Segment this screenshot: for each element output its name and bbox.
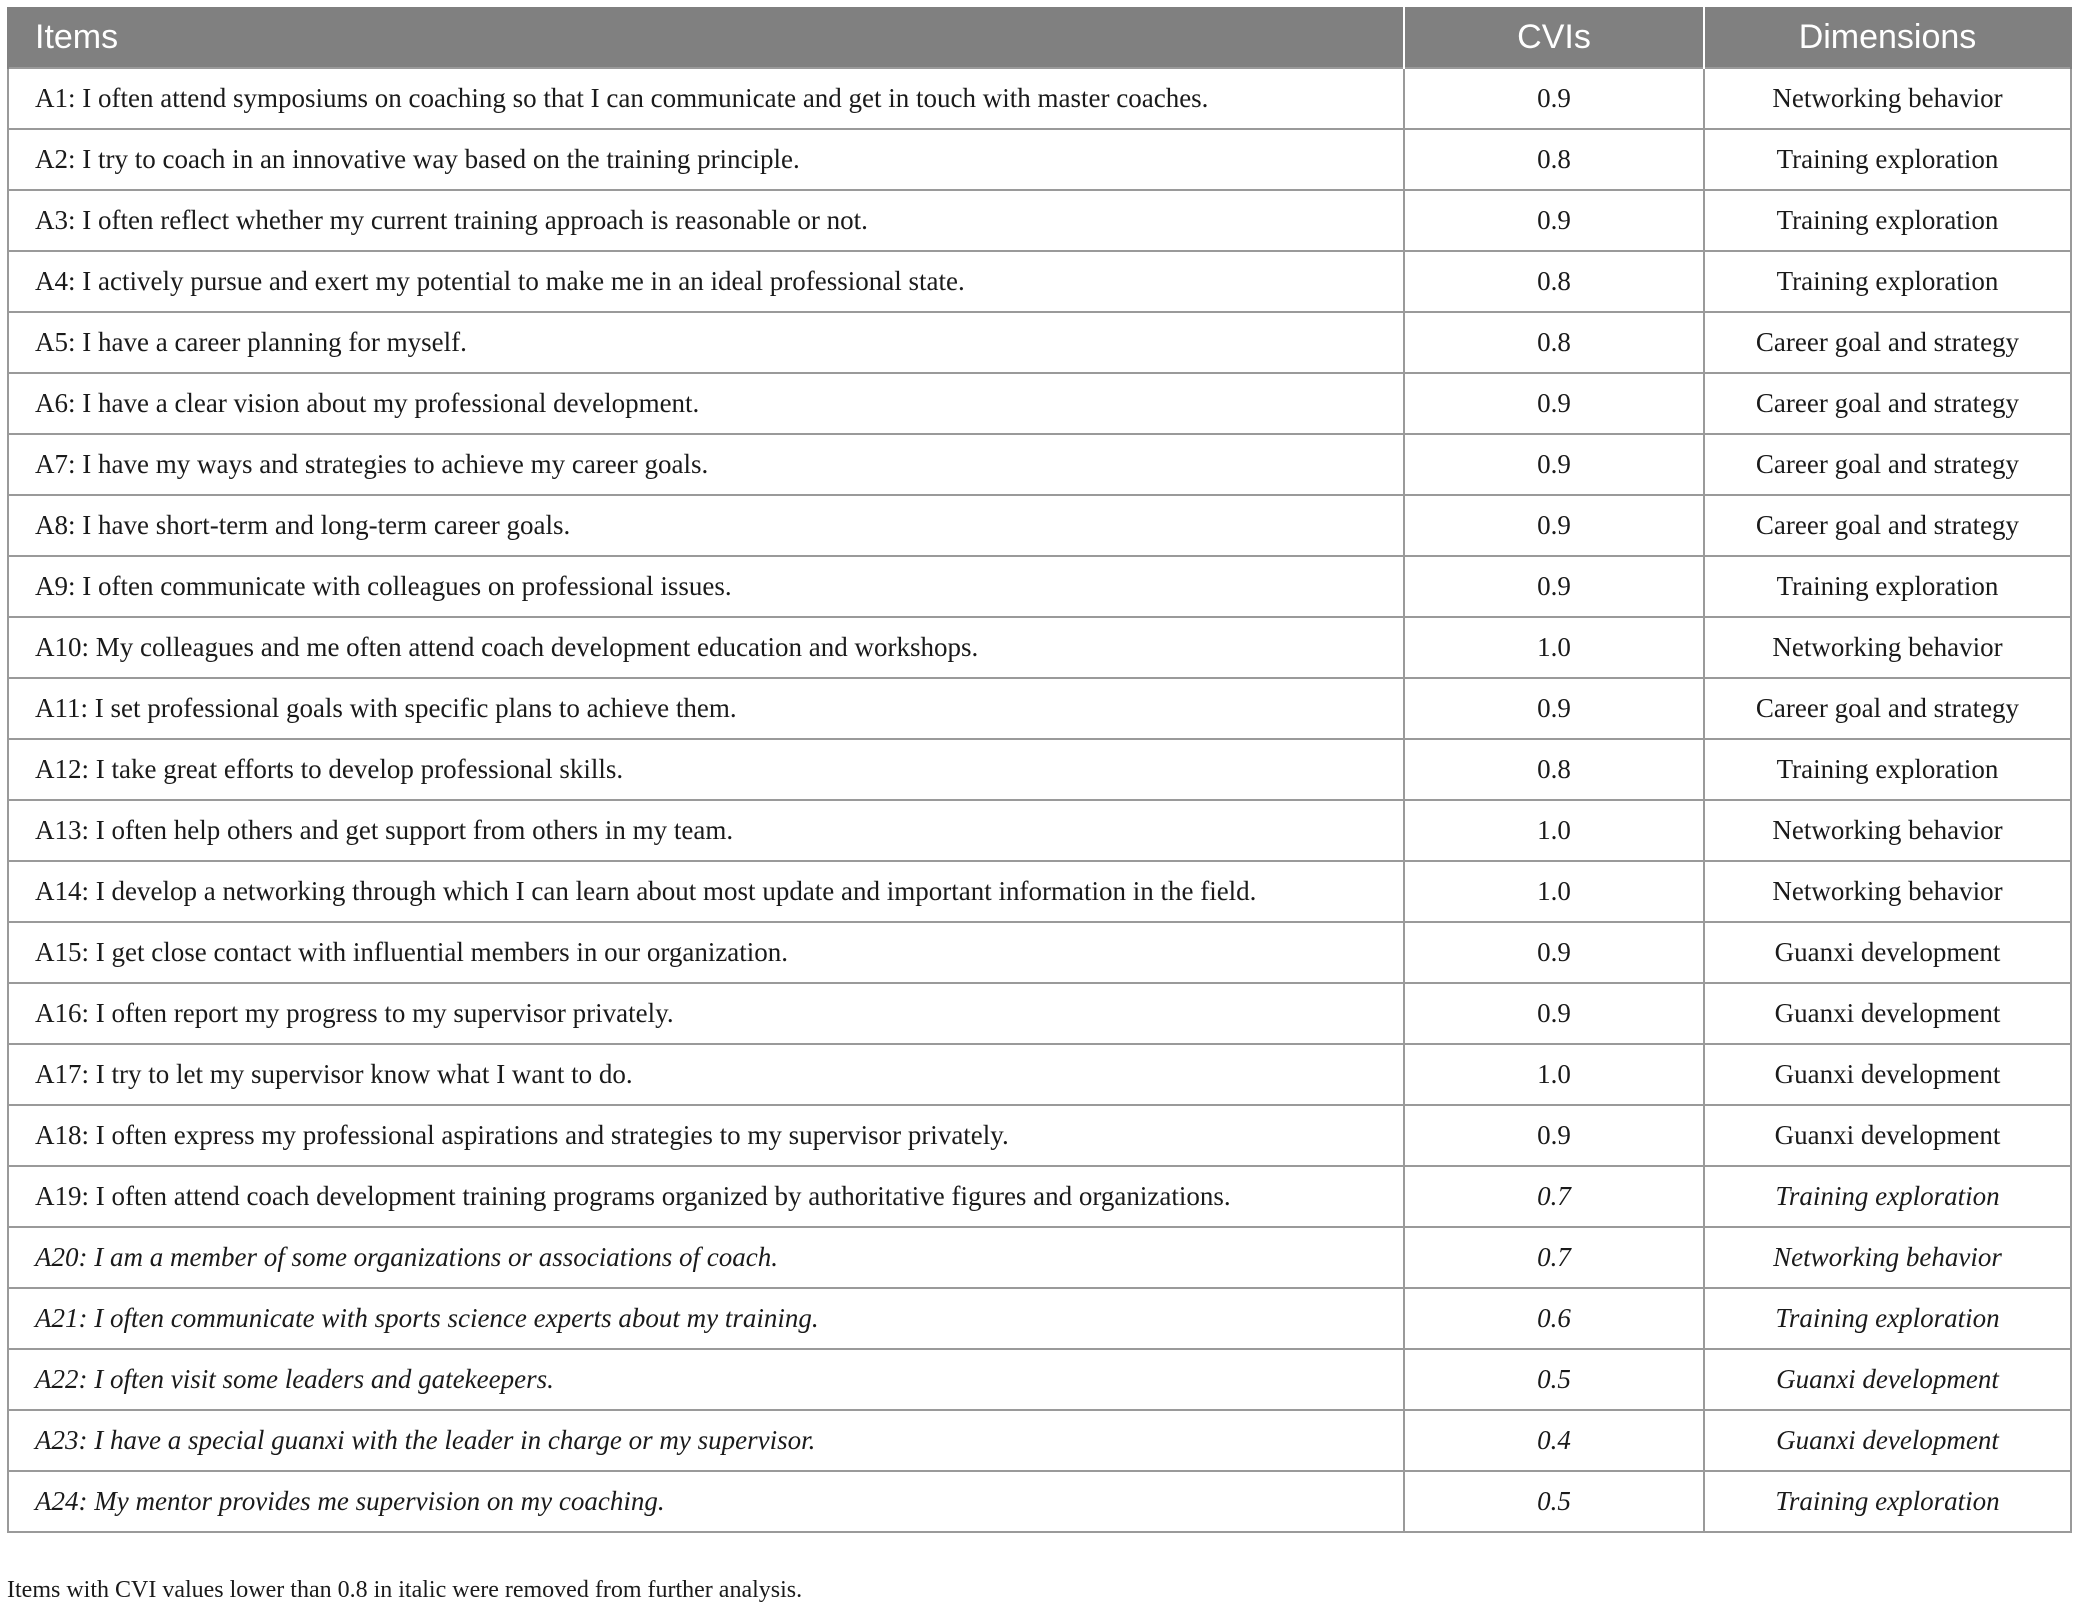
dimension-cell: Guanxi development	[1704, 1044, 2071, 1105]
dimension-cell: Training exploration	[1704, 1288, 2071, 1349]
dimension-cell: Training exploration	[1704, 556, 2071, 617]
item-cell: A17: I try to let my supervisor know what I want to do.	[8, 1044, 1404, 1105]
cvi-cell: 0.9	[1404, 556, 1704, 617]
item-cell: A14: I develop a networking through which I can learn about most update and important information in the field.	[8, 861, 1404, 922]
cvi-cell: 1.0	[1404, 861, 1704, 922]
item-cell: A12: I take great efforts to develop professional skills.	[8, 739, 1404, 800]
dimension-cell: Training exploration	[1704, 251, 2071, 312]
dimension-cell: Networking behavior	[1704, 1227, 2071, 1288]
table-row	[8, 861, 2071, 922]
cvi-cell: 0.9	[1404, 1105, 1704, 1166]
item-cell: A21: I often communicate with sports science experts about my training.	[8, 1288, 1404, 1349]
item-cell: A7: I have my ways and strategies to achieve my career goals.	[8, 434, 1404, 495]
item-cell: A8: I have short-term and long-term career goals.	[8, 495, 1404, 556]
cvi-cell: 0.9	[1404, 922, 1704, 983]
dimension-cell: Networking behavior	[1704, 617, 2071, 678]
header-cvis: CVIs	[1404, 7, 1704, 68]
item-cell: A2: I try to coach in an innovative way based on the training principle.	[8, 129, 1404, 190]
table-row	[8, 129, 2071, 190]
item-cell: A1: I often attend symposiums on coaching so that I can communicate and get in touch with master coaches.	[8, 68, 1404, 129]
header-items: Items	[8, 7, 1404, 68]
item-cell: A16: I often report my progress to my supervisor privately.	[8, 983, 1404, 1044]
dimension-cell: Training exploration	[1704, 1471, 2071, 1532]
item-cell: A11: I set professional goals with specific plans to achieve them.	[8, 678, 1404, 739]
table-row	[8, 434, 2071, 495]
dimension-cell: Guanxi development	[1704, 1349, 2071, 1410]
dimension-cell: Guanxi development	[1704, 1410, 2071, 1471]
table-header	[8, 7, 2071, 68]
dimension-cell: Career goal and strategy	[1704, 434, 2071, 495]
dimension-cell: Career goal and strategy	[1704, 495, 2071, 556]
table-row	[8, 373, 2071, 434]
dimension-cell: Guanxi development	[1704, 1105, 2071, 1166]
dimension-cell: Guanxi development	[1704, 922, 2071, 983]
table-row	[8, 678, 2071, 739]
item-cell: A10: My colleagues and me often attend coach development education and workshops.	[8, 617, 1404, 678]
dimension-cell: Career goal and strategy	[1704, 312, 2071, 373]
table-row	[8, 190, 2071, 251]
table-row	[8, 1227, 2071, 1288]
cvi-cell: 1.0	[1404, 800, 1704, 861]
item-cell: A15: I get close contact with influential members in our organization.	[8, 922, 1404, 983]
item-cell: A13: I often help others and get support from others in my team.	[8, 800, 1404, 861]
cvi-cell: 0.8	[1404, 251, 1704, 312]
item-cell: A18: I often express my professional aspirations and strategies to my supervisor privately.	[8, 1105, 1404, 1166]
cvi-cell: 0.5	[1404, 1471, 1704, 1532]
item-cell: A9: I often communicate with colleagues on professional issues.	[8, 556, 1404, 617]
cvi-table-container	[7, 7, 2070, 1533]
item-cell: A6: I have a clear vision about my professional development.	[8, 373, 1404, 434]
cvi-cell: 1.0	[1404, 1044, 1704, 1105]
table-body	[8, 68, 2071, 1532]
cvi-cell: 0.8	[1404, 739, 1704, 800]
cvi-cell: 0.8	[1404, 312, 1704, 373]
header-dimensions: Dimensions	[1704, 7, 2071, 68]
dimension-cell: Networking behavior	[1704, 800, 2071, 861]
table-row	[8, 1044, 2071, 1105]
table-row	[8, 1410, 2071, 1471]
cvi-cell: 0.8	[1404, 129, 1704, 190]
cvi-cell: 0.7	[1404, 1166, 1704, 1227]
item-cell: A23: I have a special guanxi with the leader in charge or my supervisor.	[8, 1410, 1404, 1471]
item-cell: A22: I often visit some leaders and gatekeepers.	[8, 1349, 1404, 1410]
dimension-cell: Networking behavior	[1704, 861, 2071, 922]
dimension-cell: Training exploration	[1704, 129, 2071, 190]
cvi-cell: 1.0	[1404, 617, 1704, 678]
dimension-cell: Training exploration	[1704, 1166, 2071, 1227]
table-row	[8, 251, 2071, 312]
item-cell: A24: My mentor provides me supervision on my coaching.	[8, 1471, 1404, 1532]
table-row	[8, 1349, 2071, 1410]
table-row	[8, 68, 2071, 129]
item-cell: A3: I often reflect whether my current training approach is reasonable or not.	[8, 190, 1404, 251]
table-row	[8, 312, 2071, 373]
table-row	[8, 1471, 2071, 1532]
table-row	[8, 1288, 2071, 1349]
cvi-cell: 0.5	[1404, 1349, 1704, 1410]
dimension-cell: Career goal and strategy	[1704, 678, 2071, 739]
table-row	[8, 922, 2071, 983]
table-row	[8, 800, 2071, 861]
cvi-cell: 0.6	[1404, 1288, 1704, 1349]
header-row	[8, 7, 2071, 68]
item-cell: A5: I have a career planning for myself.	[8, 312, 1404, 373]
cvi-cell: 0.9	[1404, 983, 1704, 1044]
table-footnote: Items with CVI values lower than 0.8 in italic were removed from further analysis.	[7, 1577, 803, 1603]
cvi-cell: 0.4	[1404, 1410, 1704, 1471]
table-row	[8, 1105, 2071, 1166]
cvi-cell: 0.9	[1404, 678, 1704, 739]
cvi-cell: 0.9	[1404, 373, 1704, 434]
item-cell: A4: I actively pursue and exert my potential to make me in an ideal professional state.	[8, 251, 1404, 312]
dimension-cell: Guanxi development	[1704, 983, 2071, 1044]
dimension-cell: Training exploration	[1704, 739, 2071, 800]
table-row	[8, 739, 2071, 800]
dimension-cell: Career goal and strategy	[1704, 373, 2071, 434]
cvi-cell: 0.9	[1404, 68, 1704, 129]
table-row	[8, 556, 2071, 617]
item-cell: A20: I am a member of some organizations or associations of coach.	[8, 1227, 1404, 1288]
cvi-cell: 0.7	[1404, 1227, 1704, 1288]
cvi-cell: 0.9	[1404, 190, 1704, 251]
cvi-table	[7, 7, 2072, 1533]
table-row	[8, 983, 2071, 1044]
dimension-cell: Training exploration	[1704, 190, 2071, 251]
table-row	[8, 495, 2071, 556]
table-row	[8, 1166, 2071, 1227]
dimension-cell: Networking behavior	[1704, 68, 2071, 129]
item-cell: A19: I often attend coach development training programs organized by authoritative figures and organizations.	[8, 1166, 1404, 1227]
cvi-cell: 0.9	[1404, 495, 1704, 556]
cvi-cell: 0.9	[1404, 434, 1704, 495]
table-row	[8, 617, 2071, 678]
